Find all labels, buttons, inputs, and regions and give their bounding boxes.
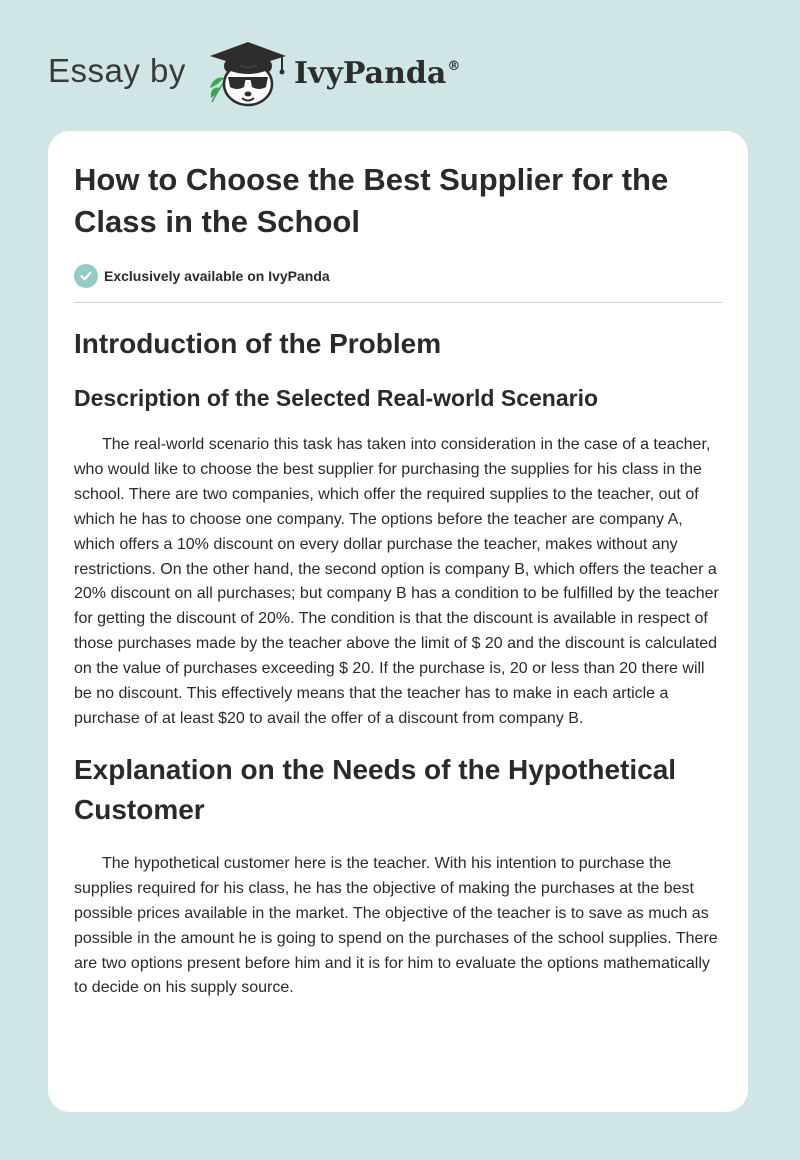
section-heading-customer-needs: Explanation on the Needs of the Hypothetical Customer: [74, 753, 677, 825]
article-content: [74, 159, 724, 1001]
divider: [74, 302, 722, 303]
essay-by-label: Essay by: [48, 52, 186, 89]
paragraph-scenario: The real-world scenario this task has taken into consideration in the case of a teacher, who would like to choose the best supplier for purchasing the supplies for his class in the school. There are two companies, which offer the required supplies to the teacher, out of which he has to choose one company. The options before the teacher are company A, which offers a 10% discount on every dollar purchase the teacher, makes without any restrictions. On the other hand, the second option is company B, which offers the teacher a 20% discount on all purchases; but company B has a condition to be fulfilled by the teacher for getting the discount of 20%. The condition is that the discount is available in respect of those purchases made by the teacher above the limit of $ 20 and the discount is calculated on the value of purchases exceeding $ 20. If the purchase is, 20 or less than 20 there will be no discount. This effectively means that the teacher has to make in each article a purchase of at least $20 to avail the offer of a discount from company B.: [74, 436, 719, 727]
site-header: [48, 36, 748, 106]
exclusive-label: Exclusively available on IvyPanda: [104, 268, 330, 284]
brand-name[interactable]: IvyPanda®: [294, 56, 461, 91]
registered-mark: ®: [447, 59, 461, 74]
article-card: [48, 131, 748, 1112]
section-heading-introduction: Introduction of the Problem: [74, 328, 442, 359]
check-circle-icon: [74, 264, 98, 288]
page-title: How to Choose the Best Supplier for the Class in the School: [74, 162, 669, 239]
subsection-heading-scenario: Description of the Selected Real-world Scenario: [74, 385, 599, 411]
paragraph-customer-needs: The hypothetical customer here is the teacher. With his intention to purchase the supplies required for his class, he has the objective of making the purchases at the best possible prices available in the market. The objective of the teacher is to save as much as possible in the amount he is going to spend on the purchases of the school supplies. There are two options present before him and it is for him to evaluate the options mathematically to decide on his supply source.: [74, 854, 718, 997]
exclusive-badge: [74, 263, 724, 289]
panda-graduation-cap-icon[interactable]: [202, 36, 294, 108]
